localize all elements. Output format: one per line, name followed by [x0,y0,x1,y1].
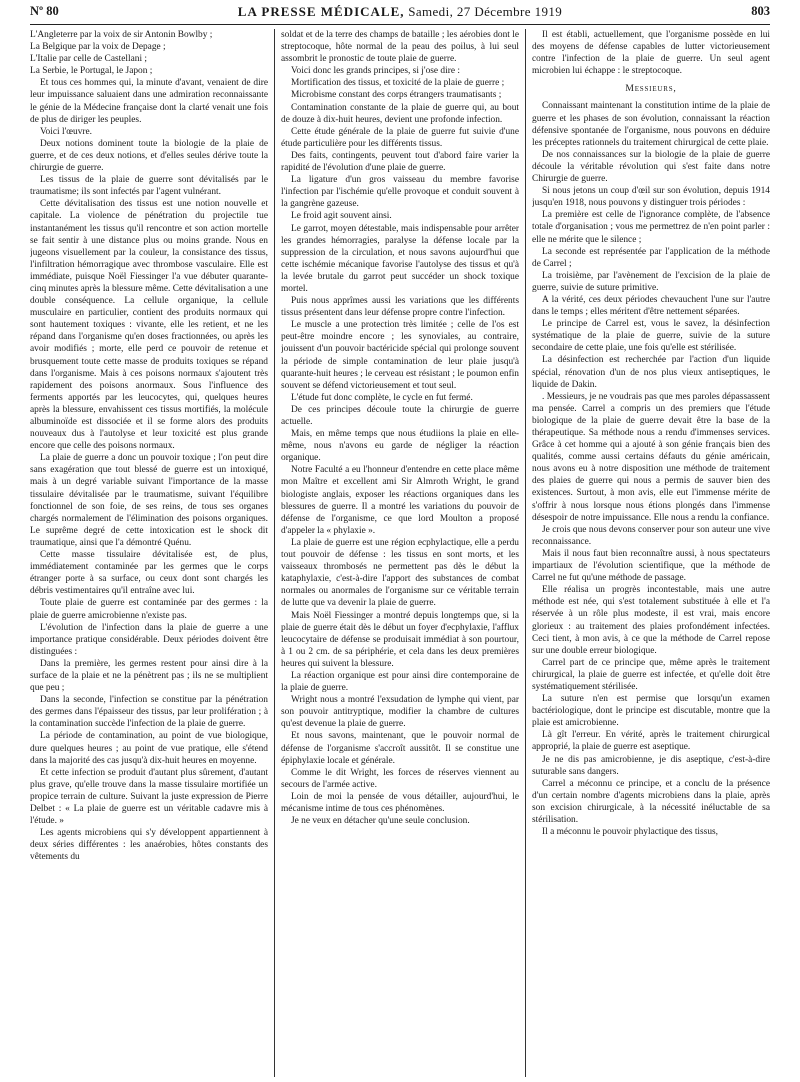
paragraph: Les tissus de la plaie de guerre sont dévitalisés par le traumatisme; ils sont infectés par l'agent vulnérant. [30,175,268,198]
column-divider-2 [525,29,526,1077]
paragraph: Toute plaie de guerre est contaminée par des germes : la plaie de guerre amicrobienne n'existe pas. [30,598,268,621]
paragraph: Microbisme constant des corps étrangers traumatisants ; [291,90,502,101]
article-body [30,29,770,1077]
paragraph: Le principe de Carrel est, vous le savez, la désinfection systématique de la plaie de guerre, suivie de la suture secondaire de cette plaie, une fois qu'elle est stérilisée. [532,319,770,354]
paragraph: Le froid agit souvent ainsi. [291,211,392,222]
paragraph: Wright nous a montré l'exsudation de lymphe qui vient, par son pouvoir antitryptique, modifier la chambre de cultures qu'est devenue la plaie de guerre. [281,695,519,730]
paragraph: Je crois que nous devons conserver pour son auteur une vive reconnaissance. [532,524,770,547]
running-title [30,4,770,20]
paragraph: Là gît l'erreur. En vérité, après le traitement chirurgical approprié, la plaie de guerre est aseptique. [532,730,770,753]
paragraph: Mais Noël Fiessinger a montré depuis longtemps que, si la plaie de guerre était dès le début un foyer d'ecphylaxie, l'afflux leucocytaire de défense se produisait immédiat à son pourtour, à 1 ou 2 cm. de sa périphérie, et cela dans les deux premières heures qui suivent la blessure. [281,610,519,669]
journal-title: LA PRESSE MÉDICALE, [237,4,405,19]
paragraph: La plaie de guerre a donc un pouvoir toxique ; l'on peut dire sans exagération que tout blessé de guerre est un intoxiqué, mais à un degré variable suivant l'importance de la masse tissulaire dévitalisée par le traumatisme, suivant l'équilibre fonctionnel de son foie, de ses reins, de tous ses organes chargés normalement de l'élimination des poisons organiques. Le suprême degré de cette intoxication est le shock dit traumatique, ainsi que l'a démontré Quénu. [30,453,268,548]
paragraph: La plaie de guerre est une région ecphylactique, elle a perdu tout pouvoir de défense : les tissus en sont morts, et les vaisseaux thrombosés ne permettent pas dès le début la kataphylaxie, c'est-à-dire l'apport des substances de combat normales ou anormales de l'organisme sur ce véritable terrain de lutte que va devenir la plaie de guerre. [281,537,519,609]
paragraph: Le garrot, moyen détestable, mais indispensable pour arrêter les grandes hémorragies, paralyse la défense locale par la suppression de la circulation, et nous savons aujourd'hui que cette ischémie mécanique favorise l'autolyse des tissus et qu'à la levée brutale du garrot peut succéder un shock toxique mortel. [281,223,519,294]
paragraph: Dans la première, les germes restent pour ainsi dire à la surface de la plaie et ne la pénètrent pas ; ils ne se multiplient que peu ; [30,658,268,694]
paragraph: La première est celle de l'ignorance complète, de l'absence totale d'organisation ; vous me permettrez de n'en point parler : elle ne mérite que le silence ; [532,210,770,245]
issue-date: Samedi, 27 Décembre 1919 [408,4,563,19]
paragraph: soldat et de la terre des champs de bataille ; les aérobies dont le streptocoque, hôte normal de la peau des poilus, à lui seul assombrit le pronostic de toute plaie de guerre. [281,30,519,65]
paragraph: Je ne dis pas amicrobienne, je dis aseptique, c'est-à-dire suturable sans dangers. [532,754,770,777]
paragraph: Mais, en même temps que nous étudiions la plaie en elle-même, nous n'avons eu garde de négliger la réaction organique. [281,429,519,464]
paragraph: De ces principes découle toute la chirurgie de guerre actuelle. [281,404,519,427]
paragraph: Et tous ces hommes qui, la minute d'avant, venaient de dire leur impuissance saluaient dans une admiration reconnaissante le génie de la Médecine française dont la clarté venait une fois de plus de diriger les peuples. [30,78,268,125]
paragraph: Cette dévitalisation des tissus est une notion nouvelle et capitale. La violence de pénétration du projectile tue instantanément les tissus qu'il rencontre et son action mortelle se fait sentir à une distance plus ou moins grande. Nous en jugeons visuellement par la couleur, la consistance des tissus, l'infiltration hémorragique avec thrombose vasculaire. Elle est immédiate, puisque Noël Fiessinger l'a vue débuter quarante-cinq minutes après la blessure même. Cette dévitalisation a une double conséquence. La cellule organique, la cellule musculaire en particulier, contient des produits normaux qui sont hautement toxiques : vivante, elle les retient, et ne les répand dans l'organisme qu'en doses fractionnées, ou après les avoir modifiés ; morte, elle perd ce pouvoir de retenue et brusquement toute cette masse de produits toxiques se répand dans l'organisme. Mais à ces poisons normaux s'ajoutent très rapidement des poisons anormaux. Sous l'influence des ferments apportés par les leucocytes, qui, quelques heures après la blessure, envahissent ces tissus mortifiés, la molécule albuminoïde est dissociée et il se forme alors des produits nouveaux dus à l'autolyse et leur toxicité est plus grande encore que celle des poisons normaux. [30,199,268,452]
paragraph: Contamination constante de la plaie de guerre qui, au bout de douze à dix-huit heures, devient une profonde infection. [281,102,519,125]
paragraph: La Serbie, le Portugal, le Japon ; [30,66,153,77]
section-heading: Messieurs, [625,83,677,95]
column-3 [532,29,770,1077]
paragraph: La Belgique par la voix de Depage ; [30,42,166,53]
column-1 [30,29,268,1077]
paragraph: La troisième, par l'avènement de l'excision de la plaie de guerre, suivie de suture primitive. [532,270,770,293]
paragraph: Loin de moi la pensée de vous détailler, aujourd'hui, le mécanisme intime de tous ces phénomènes. [281,791,519,814]
paragraph: La réaction organique est pour ainsi dire contemporaine de la plaie de guerre. [281,670,519,694]
paragraph: Voici l'œuvre. [40,126,93,137]
paragraph: De nos connaissances sur la biologie de la plaie de guerre découle la véritable révolution qui s'est faite dans notre Chirurgie de guerre. [532,149,770,185]
paragraph: L'Angleterre par la voix de sir Antonin Bowlby ; [30,30,213,40]
paragraph: A la vérité, ces deux périodes chevauchent l'une sur l'autre dans le temps ; elles méritent d'être nettement séparées. [532,294,770,318]
page-number-right: 803 [751,4,770,18]
paragraph: Cette masse tissulaire dévitalisée est, de plus, immédiatement contaminée par les germes que le corps étranger porte à sa surface, ou ceux dont sont chargés les débris vestimentaires qu'il entraîne avec lui. [30,550,268,597]
paragraph: Il a méconnu le pouvoir phylactique des tissus, [542,827,719,838]
page-header [30,4,770,25]
paragraph: Carrel a méconnu ce principe, et a conclu de la présence d'un certain nombre d'agents microbiens dans la plaie, après son excision chirurgicale, à la nécessité inéluctable de sa stérilisation. [532,778,770,825]
paragraph: Voici donc les grands principes, si j'ose dire : [291,66,460,77]
paragraph: La période de contamination, au point de vue biologique, dure quelques heures ; au point de vue pratique, elle s'étend dans la majorité des cas jusqu'à dix-huit heures en moyenne. [30,731,268,766]
paragraph: Comme le dit Wright, les forces de réserves viennent au secours de l'armée active. [281,767,519,790]
paragraph: Connaissant maintenant la constitution intime de la plaie de guerre et les phases de son évolution, connaissant la réaction défensive spontanée de l'organisme, nous pouvons en déduire les préceptes rationnels du traitement chirurgical de cette plaie. [532,101,770,148]
column-divider-1 [274,29,275,1077]
paragraph: La ligature d'un gros vaisseau du membre favorise l'infection par l'ischémie qu'elle provoque et conduit souvent à la gangrène gazeuse. [281,175,519,210]
paragraph: L'Italie par celle de Castellani ; [30,54,147,65]
paragraph: Mortification des tissus, et toxicité de la plaie de guerre ; [291,78,505,89]
paragraph: Deux notions dominent toute la biologie de la plaie de guerre, et de ces deux notions, et d'elles seules dérive toute la chirurgie de guerre. [30,138,268,174]
paragraph: Notre Faculté a eu l'honneur d'entendre en cette place même mon Maître et excellent ami Sir Almroth Wright, le grand biologiste anglais, exposer les réactions organiques dans les blessures de guerre. Il a montré les variations du pouvoir de défense de l'organisme, ce que lord Moulton a proposé d'appeler la « phylaxie ». [281,465,519,536]
column-2 [281,29,519,1077]
paragraph: Dans la seconde, l'infection se constitue par la pénétration des germes dans l'épaisseur des tissus, par leur prolifération ; à la contamination succède l'infection de la plaie de guerre. [30,695,268,730]
paragraph: La suture n'en est permise que lorsqu'un examen bactériologique, dont le principe est discutable, montre que la plaie est amicrobienne. [532,694,770,729]
paragraph: Il est établi, actuellement, que l'organisme possède en lui des moyens de défense capables de lutter victorieusement contre l'infection de la plaie de guerre. Un seul agent microbien lui échappe : le streptocoque. [532,30,770,77]
paragraph: Les agents microbiens qui s'y développent appartiennent à deux séries différentes : les anaérobies, hôtes constants des vêtements du [30,828,268,863]
paragraph: Mais il nous faut bien reconnaître aussi, à nous spectateurs impartiaux de l'évolution scientifique, que la méthode de Carrel ne fut qu'une méthode de passage. [532,548,770,584]
paragraph: . Messieurs, je ne voudrais pas que mes paroles dépassassent ma pensée. Carrel a compris un des premiers que l'étude biologique de la plaie de guerre devait être la base de la thérapeutique. Sa méthode nous a rendu d'immenses services. Grâce à cet homme qui a ajouté à son génie français bien des qualités, comme aussi certains défauts du génie américain, nous avons eu à notre disposition une méthode de traitement des plaies de guerre qui nous a permis de sauver bien des existences. Surtout, à mon avis, elle eut l'immense mérite de s'offrir à nous lorsque nous étions plongés dans l'immense désespoir de notre impuissance. Elle nous a rendu la confiance. [532,391,770,523]
paragraph: La désinfection est recherchée par l'action d'un liquide spécial, rénovation d'un de nos plus vieux antiseptiques, le liquide de Dakin. [532,355,770,390]
paragraph: Cette étude générale de la plaie de guerre fut suivie d'une étude particulière pour les différents tissus. [281,126,519,149]
paragraph: Et cette infection se produit d'autant plus sûrement, d'autant plus grave, qu'elle trouve dans la masse tissulaire mortifiée un propice terrain de culture. Suivant la juste expression de Pierre Delbet : « La plaie de guerre est un véritable cadavre mis à l'étude. » [30,767,268,827]
paragraph: Elle réalisa un progrès incontestable, mais une autre méthode est née, qui s'est totalement substituée à elle et l'a réservée à un rôle plus modeste, il est vrai, mais encore glorieux : au traitement des plaies profondément infectées. Ceci tient, à mon avis, à ce que la méthode de Carrel repose sur une double erreur biologique. [532,585,770,656]
paragraph: Et nous savons, maintenant, que le pouvoir normal de défense de l'organisme s'accroît aussitôt. Il se constitue une épiphylaxie locale et générale. [281,731,519,766]
paragraph: Je ne veux en détacher qu'une seule conclusion. [291,816,470,827]
paragraph: Si nous jetons un coup d'œil sur son évolution, depuis 1914 jusqu'en 1918, nous pouvons y distinguer trois périodes : [532,186,770,209]
paragraph: Puis nous apprîmes aussi les variations que les différents tissus présentent dans leur défense propre contre l'infection. [281,296,519,319]
paragraph: L'évolution de l'infection dans la plaie de guerre a une importance pratique considérable. Deux périodes doivent être distinguées : [30,622,268,657]
paragraph: Des faits, contingents, peuvent tout d'abord faire varier la rapidité de l'évolution d'une plaie de guerre. [281,150,519,174]
page-number-left: Nº 80 [30,4,59,18]
paragraph: L'étude fut donc complète, le cycle en fut fermé. [291,392,473,403]
paragraph: Carrel part de ce principe que, même après le traitement chirurgical, la plaie de guerre est infectée, et qu'elle doit être systématiquement stérilisée. [532,657,770,692]
paragraph: Le muscle a une protection très limitée ; celle de l'os est peut-être moindre encore ; les synoviales, au contraire, jouissent d'un pouvoir bactéricide spécial qui prolonge souvent la période de simple contamination de leur plaie jusqu'à quarante-huit heures ; le cerveau est résistant ; le poumon enfin souvent se défend victorieusement et tout seul. [281,320,519,391]
paragraph: La seconde est représentée par l'application de la méthode de Carrel ; [532,246,770,269]
